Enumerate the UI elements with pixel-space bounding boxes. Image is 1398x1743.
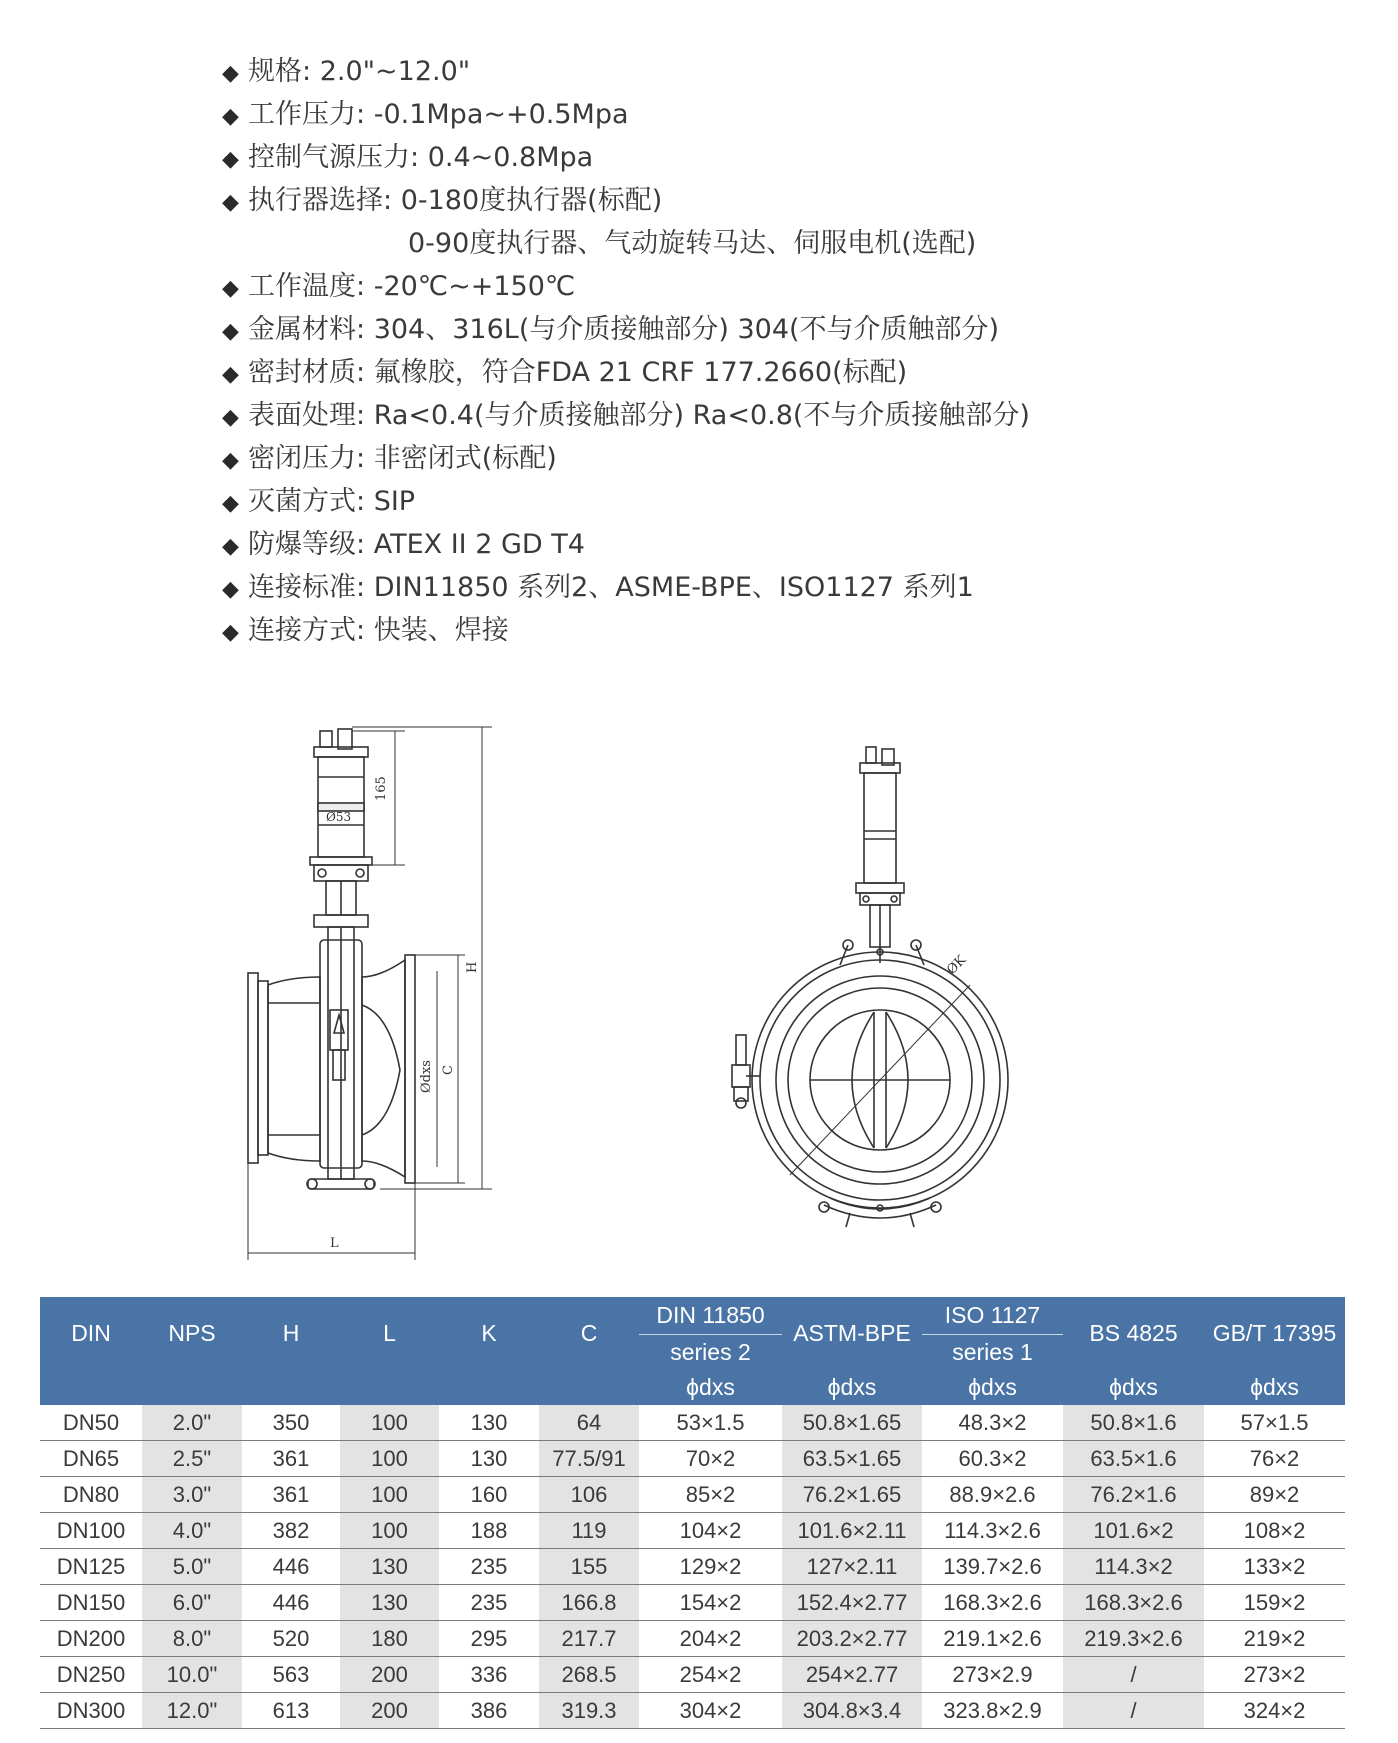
diamond-bullet-icon: ◆ xyxy=(222,534,239,559)
dim-L-label: L xyxy=(330,1236,339,1251)
table-cell: 235 xyxy=(439,1585,539,1621)
table-cell: 114.3×2 xyxy=(1063,1549,1204,1585)
dim-K-label: ØK xyxy=(944,952,970,978)
table-cell: 10.0" xyxy=(142,1657,242,1693)
unit-dxs: ϕdxs xyxy=(782,1370,922,1405)
table-cell: 563 xyxy=(242,1657,340,1693)
unit-dxs: ϕdxs xyxy=(922,1370,1063,1405)
table-cell: / xyxy=(1063,1693,1204,1729)
spec-surface: ◆ 表面处理: Ra<0.4(与介质接触部分) Ra<0.8(不与介质接触部分) xyxy=(222,394,1222,437)
spec-actuator-continuation: 0-90度执行器、气动旋转马达、伺服电机(选配) xyxy=(408,228,977,259)
table-cell: 168.3×2.6 xyxy=(1063,1585,1204,1621)
table-cell: 8.0" xyxy=(142,1621,242,1657)
spec-list xyxy=(222,50,1222,652)
spec-actuator: ◆ 执行器选择: 0-180度执行器(标配) xyxy=(222,179,1222,222)
dim-phi53-label: Ø53 xyxy=(326,810,352,824)
spec-connection-standard: ◆ 连接标准: DIN11850 系列2、ASME-BPE、ISO1127 系列1 xyxy=(222,566,1222,609)
table-row xyxy=(40,1657,1345,1693)
spec-metal-material: ◆ 金属材料: 304、316L(与介质接触部分) 304(不与介质触部分) xyxy=(222,308,1222,351)
table-cell: 2.5" xyxy=(142,1441,242,1477)
table-cell: 101.6×2.11 xyxy=(782,1513,922,1549)
dim-165-label: 165 xyxy=(374,776,389,801)
table-row xyxy=(40,1513,1345,1549)
diamond-bullet-icon: ◆ xyxy=(222,405,239,430)
col-k: K xyxy=(439,1297,539,1370)
dimension-table xyxy=(40,1297,1345,1729)
unit-blank xyxy=(340,1370,439,1405)
col-gbt17395: GB/T 17395 xyxy=(1204,1297,1345,1370)
spec-air-pressure: ◆ 控制气源压力: 0.4~0.8Mpa xyxy=(222,136,1222,179)
table-row xyxy=(40,1585,1345,1621)
table-cell: 106 xyxy=(539,1477,639,1513)
table-cell: 76×2 xyxy=(1204,1441,1345,1477)
dim-dxs-label: Ødxs xyxy=(419,1060,434,1093)
table-cell: 64 xyxy=(539,1405,639,1441)
table-cell: 5.0" xyxy=(142,1549,242,1585)
table-cell: 100 xyxy=(340,1441,439,1477)
table-cell: 70×2 xyxy=(639,1441,782,1477)
table-row xyxy=(40,1621,1345,1657)
dim-C-label: C xyxy=(441,1065,456,1075)
table-row xyxy=(40,1693,1345,1729)
spec-sterilization: ◆ 灭菌方式: SIP xyxy=(222,480,1222,523)
table-cell: 268.5 xyxy=(539,1657,639,1693)
table-cell: 77.5/91 xyxy=(539,1441,639,1477)
table-cell: 114.3×2.6 xyxy=(922,1513,1063,1549)
table-cell: 350 xyxy=(242,1405,340,1441)
unit-blank xyxy=(242,1370,340,1405)
col-din11850: DIN 11850 xyxy=(639,1297,782,1334)
spec-explosion-rating: ◆ 防爆等级: ATEX II 2 GD T4 xyxy=(222,523,1222,566)
spec-sealing-pressure: ◆ 密闭压力: 非密闭式(标配) xyxy=(222,437,1222,480)
table-cell: 100 xyxy=(340,1513,439,1549)
table-cell: 382 xyxy=(242,1513,340,1549)
table-cell: 180 xyxy=(340,1621,439,1657)
table-cell: 50.8×1.6 xyxy=(1063,1405,1204,1441)
table-cell: 3.0" xyxy=(142,1477,242,1513)
table-cell: 130 xyxy=(340,1549,439,1585)
table-cell: DN150 xyxy=(40,1585,142,1621)
unit-blank xyxy=(40,1370,142,1405)
col-iso1127-series: series 1 xyxy=(922,1334,1063,1370)
table-cell: 63.5×1.6 xyxy=(1063,1441,1204,1477)
table-cell: 520 xyxy=(242,1621,340,1657)
table-cell: 89×2 xyxy=(1204,1477,1345,1513)
table-cell: 168.3×2.6 xyxy=(922,1585,1063,1621)
table-cell: 129×2 xyxy=(639,1549,782,1585)
spec-temperature: ◆ 工作温度: -20℃~+150℃ xyxy=(222,265,1222,308)
table-cell: 133×2 xyxy=(1204,1549,1345,1585)
table-cell: 6.0" xyxy=(142,1585,242,1621)
diamond-bullet-icon: ◆ xyxy=(222,491,239,516)
table-unit-row xyxy=(40,1370,1345,1405)
table-cell: 159×2 xyxy=(1204,1585,1345,1621)
unit-blank xyxy=(439,1370,539,1405)
table-cell: 203.2×2.77 xyxy=(782,1621,922,1657)
table-cell: 166.8 xyxy=(539,1585,639,1621)
dim-H-label: H xyxy=(465,961,480,973)
table-cell: 119 xyxy=(539,1513,639,1549)
table-cell: 4.0" xyxy=(142,1513,242,1549)
table-cell: 85×2 xyxy=(639,1477,782,1513)
diamond-bullet-icon: ◆ xyxy=(222,319,239,344)
unit-dxs: ϕdxs xyxy=(1204,1370,1345,1405)
table-cell: DN80 xyxy=(40,1477,142,1513)
table-cell: DN250 xyxy=(40,1657,142,1693)
col-nps: NPS xyxy=(142,1297,242,1370)
spec-working-pressure: ◆ 工作压力: -0.1Mpa~+0.5Mpa xyxy=(222,93,1222,136)
table-cell: DN65 xyxy=(40,1441,142,1477)
table-cell: 12.0" xyxy=(142,1693,242,1729)
diamond-bullet-icon: ◆ xyxy=(222,276,239,301)
table-row xyxy=(40,1441,1345,1477)
table-cell: 200 xyxy=(340,1693,439,1729)
table-cell: 219×2 xyxy=(1204,1621,1345,1657)
table-cell: 76.2×1.65 xyxy=(782,1477,922,1513)
table-header-row xyxy=(40,1297,1345,1334)
table-cell: 204×2 xyxy=(639,1621,782,1657)
col-din11850-series: series 2 xyxy=(639,1334,782,1370)
col-h: H xyxy=(242,1297,340,1370)
table-cell: DN100 xyxy=(40,1513,142,1549)
table-cell: 200 xyxy=(340,1657,439,1693)
table-cell: 319.3 xyxy=(539,1693,639,1729)
table-cell: 130 xyxy=(340,1585,439,1621)
col-l: L xyxy=(340,1297,439,1370)
table-row xyxy=(40,1477,1345,1513)
diamond-bullet-icon: ◆ xyxy=(222,620,239,645)
table-cell: 100 xyxy=(340,1477,439,1513)
table-cell: 48.3×2 xyxy=(922,1405,1063,1441)
spec-seal-material: ◆ 密封材质: 氟橡胶，符合FDA 21 CRF 177.2660(标配) xyxy=(222,351,1222,394)
table-cell: 130 xyxy=(439,1405,539,1441)
table-cell: 273×2.9 xyxy=(922,1657,1063,1693)
table-cell: 254×2.77 xyxy=(782,1657,922,1693)
unit-blank xyxy=(142,1370,242,1405)
table-cell: 160 xyxy=(439,1477,539,1513)
spec-connection-method: ◆ 连接方式: 快装、焊接 xyxy=(222,609,1222,652)
col-bs4825: BS 4825 xyxy=(1063,1297,1204,1370)
table-cell: 446 xyxy=(242,1585,340,1621)
table-cell: / xyxy=(1063,1657,1204,1693)
diamond-bullet-icon: ◆ xyxy=(222,190,239,215)
unit-blank xyxy=(539,1370,639,1405)
table-cell: 101.6×2 xyxy=(1063,1513,1204,1549)
table-cell: 323.8×2.9 xyxy=(922,1693,1063,1729)
unit-dxs: ϕdxs xyxy=(1063,1370,1204,1405)
table-cell: 152.4×2.77 xyxy=(782,1585,922,1621)
front-view-drawing xyxy=(720,735,1030,1255)
diamond-bullet-icon: ◆ xyxy=(222,61,239,86)
table-body xyxy=(40,1405,1345,1729)
table-cell: 613 xyxy=(242,1693,340,1729)
col-astm: ASTM-BPE xyxy=(782,1297,922,1370)
diamond-bullet-icon: ◆ xyxy=(222,362,239,387)
table-cell: 127×2.11 xyxy=(782,1549,922,1585)
table-cell: DN200 xyxy=(40,1621,142,1657)
diamond-bullet-icon: ◆ xyxy=(222,104,239,129)
table-cell: 2.0" xyxy=(142,1405,242,1441)
table-cell: 217.7 xyxy=(539,1621,639,1657)
table-cell: 446 xyxy=(242,1549,340,1585)
table-cell: DN50 xyxy=(40,1405,142,1441)
table-cell: 304.8×3.4 xyxy=(782,1693,922,1729)
table-cell: 57×1.5 xyxy=(1204,1405,1345,1441)
table-cell: 139.7×2.6 xyxy=(922,1549,1063,1585)
table-cell: 100 xyxy=(340,1405,439,1441)
table-cell: 219.3×2.6 xyxy=(1063,1621,1204,1657)
table-cell: 130 xyxy=(439,1441,539,1477)
spec-size: ◆ 规格: 2.0"~12.0" xyxy=(222,50,1222,93)
table-cell: 336 xyxy=(439,1657,539,1693)
table-cell: 324×2 xyxy=(1204,1693,1345,1729)
table-row xyxy=(40,1405,1345,1441)
table-cell: DN300 xyxy=(40,1693,142,1729)
table-cell: 60.3×2 xyxy=(922,1441,1063,1477)
diamond-bullet-icon: ◆ xyxy=(222,448,239,473)
side-view-drawing xyxy=(230,715,520,1270)
table-cell: 188 xyxy=(439,1513,539,1549)
table-row xyxy=(40,1549,1345,1585)
diamond-bullet-icon: ◆ xyxy=(222,147,239,172)
table-cell: 53×1.5 xyxy=(639,1405,782,1441)
col-iso1127: ISO 1127 xyxy=(922,1297,1063,1334)
table-cell: 273×2 xyxy=(1204,1657,1345,1693)
table-cell: 63.5×1.65 xyxy=(782,1441,922,1477)
table-cell: 104×2 xyxy=(639,1513,782,1549)
table-cell: 295 xyxy=(439,1621,539,1657)
diamond-bullet-icon: ◆ xyxy=(222,577,239,602)
unit-dxs: ϕdxs xyxy=(639,1370,782,1405)
col-din: DIN xyxy=(40,1297,142,1370)
col-c: C xyxy=(539,1297,639,1370)
table-cell: 235 xyxy=(439,1549,539,1585)
table-cell: 361 xyxy=(242,1441,340,1477)
table-cell: 88.9×2.6 xyxy=(922,1477,1063,1513)
table-cell: 76.2×1.6 xyxy=(1063,1477,1204,1513)
table-cell: 361 xyxy=(242,1477,340,1513)
table-cell: 108×2 xyxy=(1204,1513,1345,1549)
table-cell: 304×2 xyxy=(639,1693,782,1729)
table-cell: 386 xyxy=(439,1693,539,1729)
table-cell: DN125 xyxy=(40,1549,142,1585)
table-cell: 50.8×1.65 xyxy=(782,1405,922,1441)
table-cell: 154×2 xyxy=(639,1585,782,1621)
table-cell: 155 xyxy=(539,1549,639,1585)
table-cell: 219.1×2.6 xyxy=(922,1621,1063,1657)
table-cell: 254×2 xyxy=(639,1657,782,1693)
